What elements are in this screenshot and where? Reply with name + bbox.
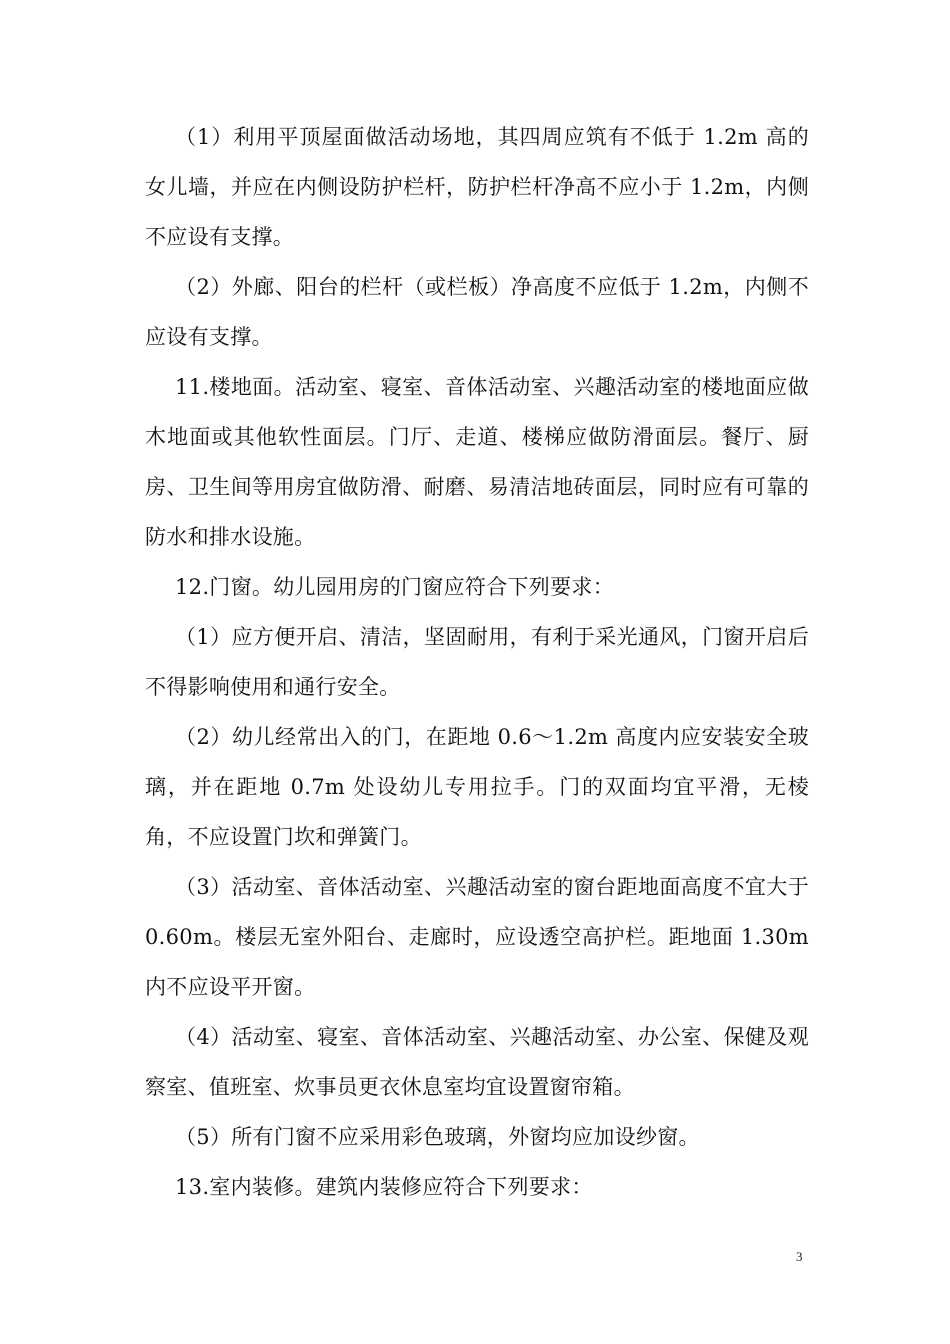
paragraph-floor-surface: 11.楼地面。活动室、寝室、音体活动室、兴趣活动室的楼地面应做木地面或其他软性面层。门厅、走道、楼梯应做防滑面层。餐厅、厨房、卫生间等用房宜做防滑、耐磨、易清洁地砖面层，同时应有可靠的防水和排水设施。 [145,375,809,549]
page-number: 3 [796,1249,803,1264]
paragraph-easy-opening: （1）应方便开启、清洁，坚固耐用，有利于采光通风，门窗开启后不得影响使用和通行安全。 [145,625,809,699]
paragraph-windowsill-height: （3）活动室、音体活动室、兴趣活动室的窗台距地面高度不宜大于 0.60m。楼层无室外阳台、走廊时，应设透空高护栏。距地面 1.30m 内不应设平开窗。 [145,875,809,999]
paragraph-interior-decoration: 13.室内装修。建筑内装修应符合下列要求： [175,1175,593,1199]
paragraph-rooftop-parapet: （1）利用平顶屋面做活动场地，其四周应筑有不低于 1.2m 高的女儿墙，并应在内侧设防护栏杆，防护栏杆净高不应小于 1.2m，内侧不应设有支撑。 [145,125,809,249]
paragraph-safety-glass: （2）幼儿经常出入的门，在距地 0.6～1.2m 高度内应安装安全玻璃，并在距地 0.7m 处设幼儿专用拉手。门的双面均宜平滑，无棱角，不应设置门坎和弹簧门。 [145,725,809,849]
paragraph-corridor-railing: （2）外廊、阳台的栏杆（或栏板）净高度不应低于 1.2m，内侧不应设有支撑。 [145,275,809,349]
paragraph-doors-windows-heading: 12.门窗。幼儿园用房的门窗应符合下列要求： [175,575,614,599]
paragraph-no-colored-glass: （5）所有门窗不应采用彩色玻璃，外窗均应加设纱窗。 [175,1125,700,1149]
paragraph-curtain-box: （4）活动室、寝室、音体活动室、兴趣活动室、办公室、保健及观察室、值班室、炊事员更衣休息室均宜设置窗帘箱。 [145,1025,809,1099]
document-body [145,112,809,1212]
